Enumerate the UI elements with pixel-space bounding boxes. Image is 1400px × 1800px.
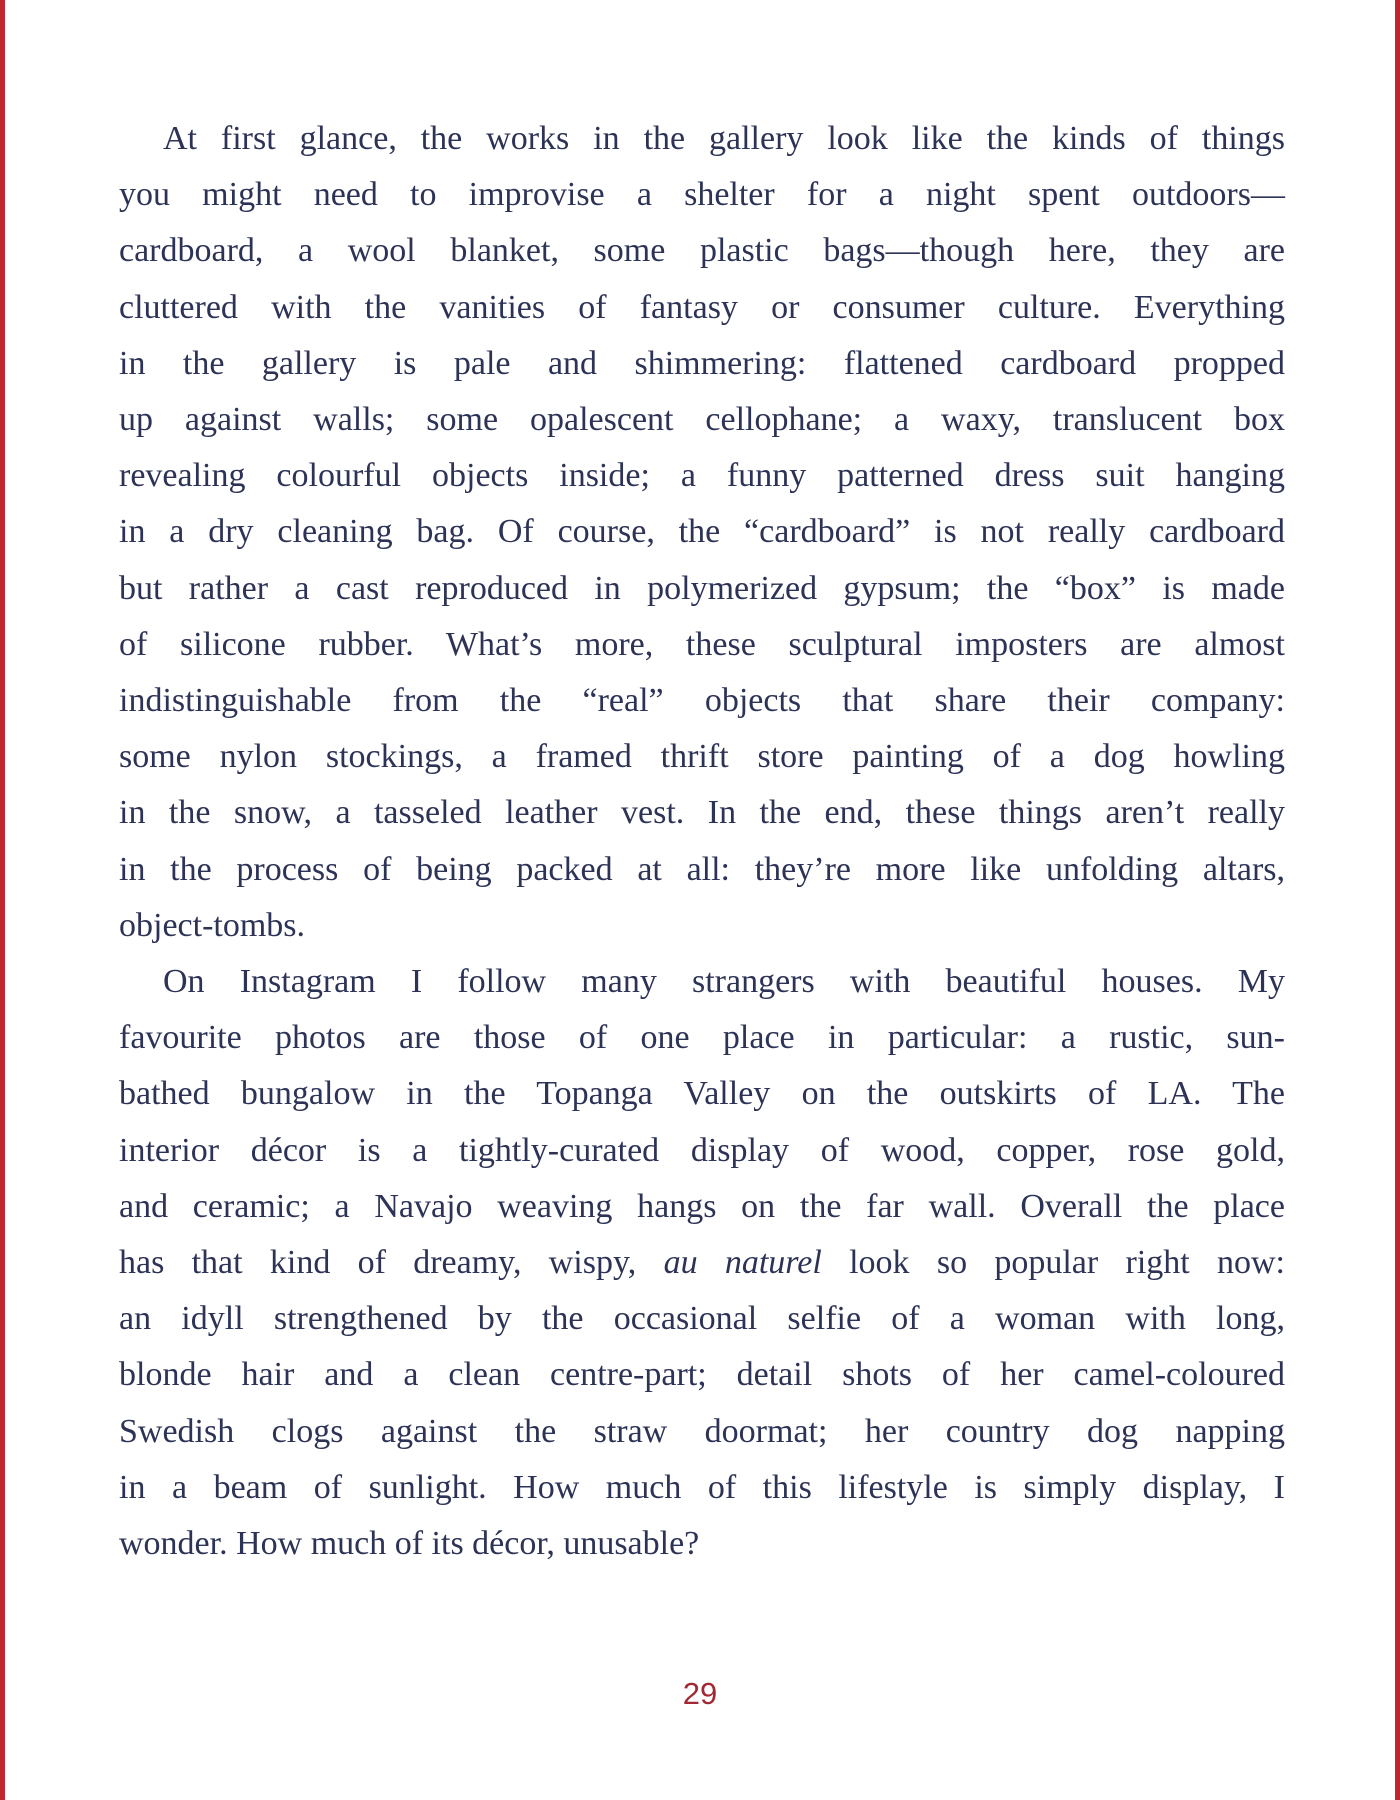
page-number: 29 xyxy=(682,1676,718,1711)
text-line: an idyll strengthened by the occasional selfie of a woman with long, xyxy=(119,1300,1285,1338)
text-line: At first glance, the works in the gallery look like the kinds of things xyxy=(163,120,1285,157)
text-line: in a beam of sunlight. How much of this lifestyle is simply display, I xyxy=(119,1468,1285,1506)
text-line: up against walls; some opalescent cellophane; a waxy, translucent box xyxy=(119,401,1285,439)
text-line: revealing colourful objects inside; a funny patterned dress suit hanging xyxy=(119,457,1285,495)
text-line: indistinguishable from the “real” objects that share their company: xyxy=(119,682,1285,720)
paragraph xyxy=(119,111,1285,954)
text-line: Swedish clogs against the straw doormat; her country dog napping xyxy=(119,1412,1285,1450)
text-line: blonde hair and a clean centre-part; detail shots of her camel-coloured xyxy=(119,1356,1285,1394)
text-line: in a dry cleaning bag. Of course, the “cardboard” is not really cardboard xyxy=(119,513,1285,551)
text-line: some nylon stockings, a framed thrift store painting of a dog howling xyxy=(119,738,1285,776)
text-line: wonder. How much of its décor, unusable? xyxy=(119,1525,700,1563)
text-line: in the process of being packed at all: they’re more like unfolding altars, xyxy=(119,850,1285,888)
text-line: in the snow, a tasseled leather vest. In the end, these things aren’t really xyxy=(119,794,1285,832)
text-line: On Instagram I follow many strangers with beautiful houses. My xyxy=(163,963,1285,1001)
text-line: but rather a cast reproduced in polymerized gypsum; the “box” is made xyxy=(119,569,1285,607)
text-line: interior décor is a tightly-curated display of wood, copper, rose gold, xyxy=(119,1131,1285,1169)
text-line: of silicone rubber. What’s more, these sculptural imposters are almost xyxy=(119,625,1285,663)
text-line: favourite photos are those of one place in particular: a rustic, sun- xyxy=(119,1019,1285,1057)
text-line: you might need to improvise a shelter for a night spent outdoors— xyxy=(119,176,1285,214)
text-line: cardboard, a wool blanket, some plastic bags—though here, they are xyxy=(119,232,1285,270)
right-edge-rule xyxy=(1395,0,1400,1800)
text-block xyxy=(119,111,1285,1572)
text-line: object-tombs. xyxy=(119,906,306,944)
text-line: cluttered with the vanities of fantasy or consumer culture. Everything xyxy=(119,288,1285,326)
text-line: has that kind of dreamy, wispy, au naturel look so popular right now: xyxy=(119,1244,1285,1282)
text-line: in the gallery is pale and shimmering: flattened cardboard propped xyxy=(119,344,1285,382)
left-edge-rule xyxy=(0,0,5,1800)
paragraph xyxy=(119,954,1285,1572)
text-line: bathed bungalow in the Topanga Valley on the outskirts of LA. The xyxy=(119,1075,1285,1113)
text-line: and ceramic; a Navajo weaving hangs on the far wall. Overall the place xyxy=(119,1187,1285,1225)
